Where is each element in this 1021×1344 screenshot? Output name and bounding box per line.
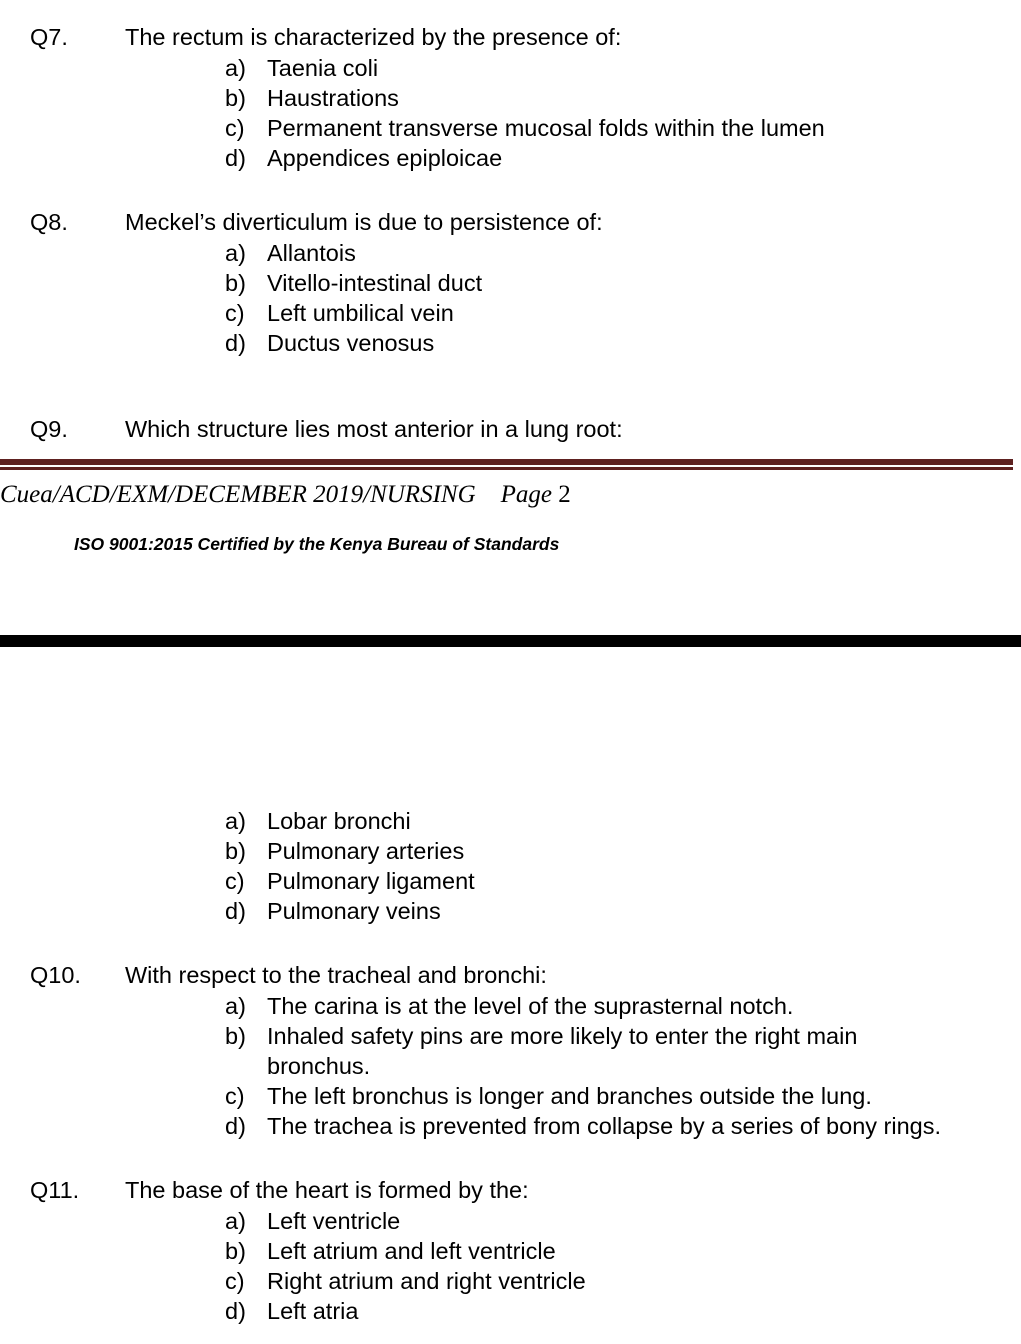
option-letter: b) <box>225 270 246 296</box>
option-text: Pulmonary ligament <box>267 868 475 894</box>
question-stem-row <box>0 414 1021 445</box>
option-text: Left atria <box>267 1298 359 1324</box>
question-stem-row <box>0 207 1021 238</box>
list-item[interactable] <box>0 53 1021 83</box>
list-item[interactable] <box>0 806 1021 836</box>
option-text: Taenia coli <box>267 55 379 81</box>
question-stem-row <box>0 960 1021 991</box>
list-item[interactable] <box>0 991 1021 1021</box>
question-stem-row <box>0 1175 1021 1206</box>
divider-rule-thin <box>0 467 1013 470</box>
option-text: Left umbilical vein <box>267 300 454 326</box>
question-number: Q8. <box>30 209 68 235</box>
list-item[interactable] <box>0 83 1021 113</box>
option-letter: a) <box>225 808 246 834</box>
question-block-q11 <box>0 1175 1021 1326</box>
list-item[interactable] <box>0 1206 1021 1236</box>
iso-certification-statement: ISO 9001:2015 Certified by the Kenya Bureau of Standards <box>74 534 560 554</box>
option-letter: a) <box>225 55 246 81</box>
list-item[interactable] <box>0 1236 1021 1266</box>
block-spacer <box>0 173 1021 207</box>
footer-spacer <box>0 445 1021 459</box>
list-item[interactable] <box>0 1111 1021 1141</box>
option-letter: c) <box>225 1083 245 1109</box>
footer-page-label: Page <box>500 481 553 508</box>
option-text: The left bronchus is longer and branches outside the lung. <box>267 1083 872 1109</box>
question-block-q7 <box>0 22 1021 173</box>
footer-reference-line <box>0 478 1021 512</box>
list-item[interactable] <box>0 1296 1021 1326</box>
question-text: With respect to the tracheal and bronchi: <box>125 962 547 988</box>
option-text: Pulmonary veins <box>267 898 441 924</box>
next-page-top-spacer <box>0 647 1021 806</box>
option-text: Vitello-intestinal duct <box>267 270 483 296</box>
option-letter: b) <box>225 838 246 864</box>
list-item[interactable] <box>0 896 1021 926</box>
question-block-q9-options <box>0 806 1021 926</box>
option-text: Haustrations <box>267 85 399 111</box>
option-letter: d) <box>225 1298 246 1324</box>
option-letter: b) <box>225 85 246 111</box>
list-item[interactable] <box>0 268 1021 298</box>
option-letter: a) <box>225 240 246 266</box>
top-spacer <box>0 0 1021 22</box>
option-letter: a) <box>225 1208 246 1234</box>
question-block-q8 <box>0 207 1021 358</box>
option-letter: c) <box>225 300 245 326</box>
list-item[interactable] <box>0 113 1021 143</box>
option-list <box>0 1206 1021 1326</box>
option-text: Lobar bronchi <box>267 808 411 834</box>
footer-divider <box>0 459 1013 470</box>
block-spacer <box>0 358 1021 414</box>
option-letter: c) <box>225 1268 245 1294</box>
option-letter: a) <box>225 993 246 1019</box>
option-text: Pulmonary arteries <box>267 838 465 864</box>
list-item[interactable] <box>0 238 1021 268</box>
block-spacer <box>0 1141 1021 1175</box>
option-text: Allantois <box>267 240 356 266</box>
option-list <box>0 53 1021 173</box>
option-letter: d) <box>225 330 246 356</box>
option-letter: c) <box>225 115 245 141</box>
question-block-q9-stem <box>0 414 1021 445</box>
option-list <box>0 238 1021 358</box>
option-list <box>0 991 1021 1141</box>
page-break-bar <box>0 635 1021 647</box>
option-text: Right atrium and right ventricle <box>267 1268 586 1294</box>
question-stem-row <box>0 22 1021 53</box>
option-text: The carina is at the level of the suprasternal notch. <box>267 993 794 1019</box>
question-number: Q10. <box>30 962 81 988</box>
question-number: Q7. <box>30 24 68 50</box>
question-block-q10 <box>0 960 1021 1141</box>
option-list <box>0 806 1021 926</box>
list-item[interactable] <box>0 1021 1021 1081</box>
option-text: The trachea is prevented from collapse by a series of bony rings. <box>267 1113 942 1139</box>
list-item[interactable] <box>0 298 1021 328</box>
option-letter: b) <box>225 1023 246 1049</box>
list-item[interactable] <box>0 328 1021 358</box>
option-text: Left ventricle <box>267 1208 401 1234</box>
option-text: Inhaled safety pins are more likely to enter the right main bronchus. <box>267 1023 858 1079</box>
page-break-spacer <box>0 556 1021 635</box>
list-item[interactable] <box>0 1081 1021 1111</box>
list-item[interactable] <box>0 1266 1021 1296</box>
spacer <box>0 512 1021 532</box>
option-letter: c) <box>225 868 245 894</box>
block-spacer <box>0 926 1021 960</box>
option-text: Ductus venosus <box>267 330 435 356</box>
list-item[interactable] <box>0 866 1021 896</box>
option-letter: d) <box>225 898 246 924</box>
option-letter: d) <box>225 1113 246 1139</box>
footer-reference-text: Cuea/ACD/EXM/DECEMBER 2019/NURSING <box>0 481 476 508</box>
footer-page-number: 2 <box>558 481 571 508</box>
list-item[interactable] <box>0 143 1021 173</box>
option-letter: d) <box>225 145 246 171</box>
question-text: Meckel’s diverticulum is due to persistence of: <box>125 209 603 235</box>
spacer <box>0 470 1021 478</box>
option-text: Permanent transverse mucosal folds within the lumen <box>267 115 825 141</box>
question-number: Q11. <box>30 1177 80 1203</box>
option-text: Appendices epiploicae <box>267 145 503 171</box>
option-letter: b) <box>225 1238 246 1264</box>
question-text: The rectum is characterized by the presence of: <box>125 24 622 50</box>
question-text: The base of the heart is formed by the: <box>125 1177 529 1203</box>
question-text: Which structure lies most anterior in a lung root: <box>125 416 623 442</box>
option-text: Left atrium and left ventricle <box>267 1238 556 1264</box>
list-item[interactable] <box>0 836 1021 866</box>
question-number: Q9. <box>30 416 68 442</box>
